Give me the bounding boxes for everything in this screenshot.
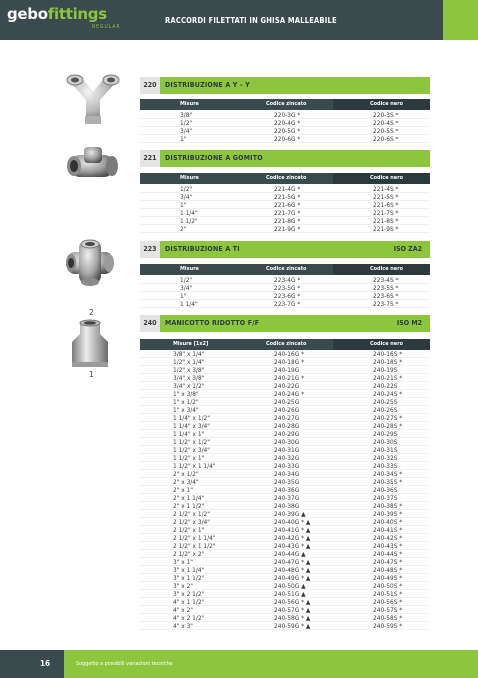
size-cell: 2 1/2" x 1/2" <box>173 510 210 518</box>
size-cell: 2" x 1 1/4" <box>173 494 205 502</box>
table-header-223 <box>140 264 430 275</box>
black-code-cell: 240-50S * <box>373 582 403 590</box>
product-image-220 <box>62 72 124 128</box>
table-row <box>140 366 430 374</box>
col-size: Misure <box>180 101 199 107</box>
table-row <box>140 390 430 398</box>
table-row <box>140 284 430 292</box>
table-row <box>140 446 430 454</box>
black-code-cell: 240-27S * <box>373 414 403 422</box>
col-black: Codice nero <box>370 266 403 272</box>
black-code-cell: 240-19S <box>373 366 398 374</box>
table-row <box>140 526 430 534</box>
black-code-cell: 240-57S * <box>373 606 403 614</box>
zinc-code-cell: 240-58G * ▲ <box>274 614 311 622</box>
section-header-221 <box>140 150 430 167</box>
size-cell: 3/8" <box>180 111 193 119</box>
size-cell: 1 1/2" <box>180 217 198 225</box>
header-accent <box>443 0 478 40</box>
black-code-cell: 221-6S * <box>373 201 399 209</box>
size-cell: 2 1/2" x 3/4" <box>173 518 210 526</box>
section-header-220 <box>140 77 430 94</box>
zinc-code-cell: 240-56G * ▲ <box>274 598 311 606</box>
table-row <box>140 225 430 233</box>
zinc-code-cell: 240-59G * ▲ <box>274 622 311 630</box>
black-code-cell: 221-7S * <box>373 209 399 217</box>
table-row <box>140 358 430 366</box>
table-row <box>140 550 430 558</box>
zinc-code-cell: 220-6G * <box>274 135 301 143</box>
zinc-code-cell: 240-42G * ▲ <box>274 534 311 542</box>
zinc-code-cell: 220-3G * <box>274 111 301 119</box>
zinc-code-cell: 221-4G * <box>274 185 301 193</box>
black-code-cell: 220-4S * <box>373 119 399 127</box>
section-code: 240 <box>140 315 160 332</box>
table-row <box>140 350 430 358</box>
black-code-cell: 240-36S <box>373 486 398 494</box>
page-number: 16 <box>0 650 64 678</box>
zinc-code-cell: 220-4G * <box>274 119 301 127</box>
black-code-cell: 240-28S * <box>373 422 403 430</box>
black-code-cell: 240-18S * <box>373 358 403 366</box>
table-row <box>140 462 430 470</box>
table-row <box>140 185 430 193</box>
table-row <box>140 438 430 446</box>
black-code-cell: 240-43S * <box>373 542 403 550</box>
table-row <box>140 209 430 217</box>
table-row <box>140 454 430 462</box>
size-cell: 2" x 1" <box>173 486 193 494</box>
size-cell: 1/2" x 3/8" <box>173 366 205 374</box>
table-row <box>140 502 430 510</box>
table-row <box>140 217 430 225</box>
zinc-code-cell: 223-6G * <box>274 292 301 300</box>
zinc-code-cell: 240-27G <box>274 414 300 422</box>
black-code-cell: 240-24S * <box>373 390 403 398</box>
size-cell: 1 1/2" x 1 1/4" <box>173 462 216 470</box>
size-cell: 3/4" x 1/2" <box>173 382 205 390</box>
black-code-cell: 220-3S * <box>373 111 399 119</box>
zinc-code-cell: 240-26G <box>274 406 300 414</box>
zinc-code-cell: 240-51G ▲ <box>274 590 306 598</box>
black-code-cell: 240-29S <box>373 430 398 438</box>
zinc-code-cell: 240-31G <box>274 446 300 454</box>
zinc-code-cell: 240-44G ▲ <box>274 550 306 558</box>
size-cell: 1" x 3/4" <box>173 406 199 414</box>
black-code-cell: 240-59S * <box>373 622 403 630</box>
size-cell: 2" x 1 1/2" <box>173 502 205 510</box>
black-code-cell: 221-5S * <box>373 193 399 201</box>
section-code: 220 <box>140 77 160 94</box>
black-code-cell: 240-44S * <box>373 550 403 558</box>
product-image-223 <box>63 238 117 288</box>
size-cell: 1 1/2" x 1/2" <box>173 438 210 446</box>
size-cell: 3" x 1" <box>173 558 193 566</box>
table-221 <box>140 185 430 233</box>
zinc-code-cell: 221-7G * <box>274 209 301 217</box>
zinc-code-cell: 240-30G <box>274 438 300 446</box>
zinc-code-cell: 220-5G * <box>274 127 301 135</box>
table-row <box>140 193 430 201</box>
size-cell: 1 1/4" x 1" <box>173 430 205 438</box>
black-code-cell: 240-39S * <box>373 510 403 518</box>
size-cell: 1/2" <box>180 185 193 193</box>
size-cell: 1 1/4" x 3/4" <box>173 422 210 430</box>
zinc-code-cell: 240-49G * ▲ <box>274 574 311 582</box>
zinc-code-cell: 240-33G <box>274 462 300 470</box>
brand-logo-box <box>0 0 153 40</box>
row-divider <box>140 142 430 143</box>
table-header-240 <box>140 339 430 350</box>
zinc-code-cell: 240-47G * ▲ <box>274 558 311 566</box>
page-header <box>0 0 478 40</box>
col-size: Misure [1x2] <box>173 341 209 347</box>
size-cell: 1 1/4" <box>180 300 198 308</box>
zinc-code-cell: 240-21G * <box>274 374 305 382</box>
section-title: DISTRIBUZIONE A Y - Y <box>165 81 250 89</box>
zinc-code-cell: 240-48G * ▲ <box>274 566 311 574</box>
col-size: Misure <box>180 266 199 272</box>
table-row <box>140 622 430 630</box>
zinc-code-cell: 240-43G * ▲ <box>274 542 311 550</box>
black-code-cell: 240-30S <box>373 438 398 446</box>
size-cell: 1 1/2" x 1" <box>173 454 205 462</box>
size-cell: 2 1/2" x 1 1/2" <box>173 542 216 550</box>
table-row <box>140 518 430 526</box>
small-end-label: 2 <box>89 308 94 317</box>
size-cell: 2 1/2" x 1 1/4" <box>173 534 216 542</box>
size-cell: 2" <box>180 225 187 233</box>
size-cell: 1/2" x 1/4" <box>173 358 205 366</box>
table-240 <box>140 350 430 630</box>
section-code: 221 <box>140 150 160 167</box>
zinc-code-cell: 240-57G * ▲ <box>274 606 311 614</box>
size-cell: 1" <box>180 201 187 209</box>
zinc-code-cell: 240-41G * ▲ <box>274 526 311 534</box>
size-cell: 2" x 3/4" <box>173 478 199 486</box>
zinc-code-cell: 240-36G <box>274 486 300 494</box>
zinc-code-cell: 223-4G * <box>274 276 301 284</box>
page-title: RACCORDI FILETTATI IN GHISA MALLEABILE <box>165 16 337 25</box>
size-cell: 1" x 1/2" <box>173 398 199 406</box>
col-size: Misure <box>180 175 199 181</box>
zinc-code-cell: 240-24G * <box>274 390 305 398</box>
zinc-code-cell: 223-7G * <box>274 300 301 308</box>
size-cell: 2 1/2" x 1" <box>173 526 205 534</box>
black-code-cell: 240-37S <box>373 494 398 502</box>
size-cell: 1 1/4" <box>180 209 198 217</box>
table-row <box>140 590 430 598</box>
size-cell: 3/4" x 3/8" <box>173 374 205 382</box>
col-black: Codice nero <box>370 101 403 107</box>
black-code-cell: 240-26S <box>373 406 398 414</box>
table-row <box>140 558 430 566</box>
table-row <box>140 542 430 550</box>
table-row <box>140 494 430 502</box>
table-header-220 <box>140 99 430 110</box>
table-row <box>140 574 430 582</box>
table-row <box>140 598 430 606</box>
zinc-code-cell: 221-9G * <box>274 225 301 233</box>
section-title: MANICOTTO RIDOTTO F/F <box>165 319 260 327</box>
product-image-221 <box>64 145 120 185</box>
col-zinc: Codice zincato <box>266 341 307 347</box>
size-cell: 1" <box>180 135 187 143</box>
zinc-code-cell: 240-28G <box>274 422 300 430</box>
section-iso: ISO ZA2 <box>393 245 422 253</box>
table-row <box>140 510 430 518</box>
black-code-cell: 240-32S <box>373 454 398 462</box>
size-cell: 3" x 2 1/2" <box>173 590 205 598</box>
col-zinc: Codice zincato <box>266 101 307 107</box>
black-code-cell: 240-34S * <box>373 470 403 478</box>
section-code: 223 <box>140 241 160 258</box>
col-black: Codice nero <box>370 341 403 347</box>
table-row <box>140 414 430 422</box>
size-cell: 1" x 3/8" <box>173 390 199 398</box>
section-header-240 <box>140 315 430 332</box>
zinc-code-cell: 240-35G <box>274 478 300 486</box>
zinc-code-cell: 240-16G * <box>274 350 305 358</box>
brand-logo-sub: REGULAR <box>92 24 121 30</box>
black-code-cell: 240-49S * <box>373 574 403 582</box>
table-row <box>140 534 430 542</box>
black-code-cell: 240-35S * <box>373 478 403 486</box>
black-code-cell: 223-5S * <box>373 284 399 292</box>
size-cell: 2" x 1/2" <box>173 470 199 478</box>
table-header-221 <box>140 173 430 184</box>
black-code-cell: 221-9S * <box>373 225 399 233</box>
zinc-code-cell: 221-5G * <box>274 193 301 201</box>
black-code-cell: 240-56S * <box>373 598 403 606</box>
row-divider <box>140 232 430 233</box>
black-code-cell: 240-40S * <box>373 518 403 526</box>
product-image-240 <box>68 318 112 370</box>
zinc-code-cell: 240-32G <box>274 454 300 462</box>
black-code-cell: 223-7S * <box>373 300 399 308</box>
size-cell: 1 1/4" x 1/2" <box>173 414 210 422</box>
section-title: DISTRIBUZIONE A TI <box>165 245 240 253</box>
zinc-code-cell: 240-38G <box>274 502 300 510</box>
table-row <box>140 119 430 127</box>
black-code-cell: 220-5S * <box>373 127 399 135</box>
section-header-223 <box>140 241 430 258</box>
table-row <box>140 135 430 143</box>
zinc-code-cell: 240-34G <box>274 470 300 478</box>
size-cell: 3/8" x 1/4" <box>173 350 205 358</box>
size-cell: 3" x 1 1/4" <box>173 566 205 574</box>
table-row <box>140 422 430 430</box>
zinc-code-cell: 240-18G * <box>274 358 305 366</box>
table-row <box>140 406 430 414</box>
table-row <box>140 292 430 300</box>
table-row <box>140 582 430 590</box>
black-code-cell: 240-22S <box>373 382 398 390</box>
table-row <box>140 111 430 119</box>
black-code-cell: 240-21S * <box>373 374 403 382</box>
black-code-cell: 240-33S <box>373 462 398 470</box>
row-divider <box>140 307 430 308</box>
table-row <box>140 478 430 486</box>
black-code-cell: 220-6S * <box>373 135 399 143</box>
table-row <box>140 486 430 494</box>
black-code-cell: 221-4S * <box>373 185 399 193</box>
table-row <box>140 614 430 622</box>
zinc-code-cell: 240-22G <box>274 382 300 390</box>
black-code-cell: 240-38S * <box>373 502 403 510</box>
zinc-code-cell: 240-29G <box>274 430 300 438</box>
table-row <box>140 398 430 406</box>
black-code-cell: 221-8S * <box>373 217 399 225</box>
black-code-cell: 240-31S <box>373 446 398 454</box>
size-cell: 1/2" <box>180 276 193 284</box>
section-iso: ISO M2 <box>396 319 422 327</box>
zinc-code-cell: 240-37G <box>274 494 300 502</box>
size-cell: 4" x 3" <box>173 622 193 630</box>
size-cell: 1" <box>180 292 187 300</box>
table-row <box>140 201 430 209</box>
row-divider <box>140 629 430 630</box>
table-row <box>140 430 430 438</box>
size-cell: 1 1/2" x 3/4" <box>173 446 210 454</box>
table-row <box>140 382 430 390</box>
table-row <box>140 276 430 284</box>
footer-note: Soggetto a possibili variazioni tecniche <box>76 661 173 667</box>
zinc-code-cell: 240-25G <box>274 398 300 406</box>
size-cell: 1/2" <box>180 119 193 127</box>
zinc-code-cell: 221-8G * <box>274 217 301 225</box>
zinc-code-cell: 240-19G <box>274 366 300 374</box>
size-cell: 3/4" <box>180 284 193 292</box>
size-cell: 2 1/2" x 2" <box>173 550 205 558</box>
size-cell: 4" x 2" <box>173 606 193 614</box>
table-row <box>140 566 430 574</box>
table-row <box>140 374 430 382</box>
zinc-code-cell: 240-40G * ▲ <box>274 518 311 526</box>
table-row <box>140 127 430 135</box>
size-cell: 3/4" <box>180 193 193 201</box>
col-zinc: Codice zincato <box>266 266 307 272</box>
zinc-code-cell: 221-6G * <box>274 201 301 209</box>
table-220 <box>140 111 430 143</box>
black-code-cell: 240-41S * <box>373 526 403 534</box>
col-zinc: Codice zincato <box>266 175 307 181</box>
large-end-label: 1 <box>89 370 94 379</box>
black-code-cell: 240-42S * <box>373 534 403 542</box>
brand-logo: gebofittings <box>7 5 107 23</box>
black-code-cell: 240-47S * <box>373 558 403 566</box>
col-black: Codice nero <box>370 175 403 181</box>
table-223 <box>140 276 430 308</box>
table-row <box>140 606 430 614</box>
table-row <box>140 470 430 478</box>
size-cell: 4" x 2 1/2" <box>173 614 205 622</box>
size-cell: 3" x 2" <box>173 582 193 590</box>
black-code-cell: 240-16S * <box>373 350 403 358</box>
section-title: DISTRIBUZIONE A GOMITO <box>165 154 263 162</box>
black-code-cell: 240-48S * <box>373 566 403 574</box>
black-code-cell: 223-6S * <box>373 292 399 300</box>
size-cell: 3/4" <box>180 127 193 135</box>
zinc-code-cell: 223-5G * <box>274 284 301 292</box>
black-code-cell: 240-25S <box>373 398 398 406</box>
black-code-cell: 240-51S * <box>373 590 403 598</box>
black-code-cell: 223-4S * <box>373 276 399 284</box>
size-cell: 4" x 1 1/2" <box>173 598 205 606</box>
size-cell: 3" x 1 1/2" <box>173 574 205 582</box>
black-code-cell: 240-58S * <box>373 614 403 622</box>
table-row <box>140 300 430 308</box>
zinc-code-cell: 240-50G ▲ <box>274 582 306 590</box>
zinc-code-cell: 240-39G ▲ <box>274 510 306 518</box>
